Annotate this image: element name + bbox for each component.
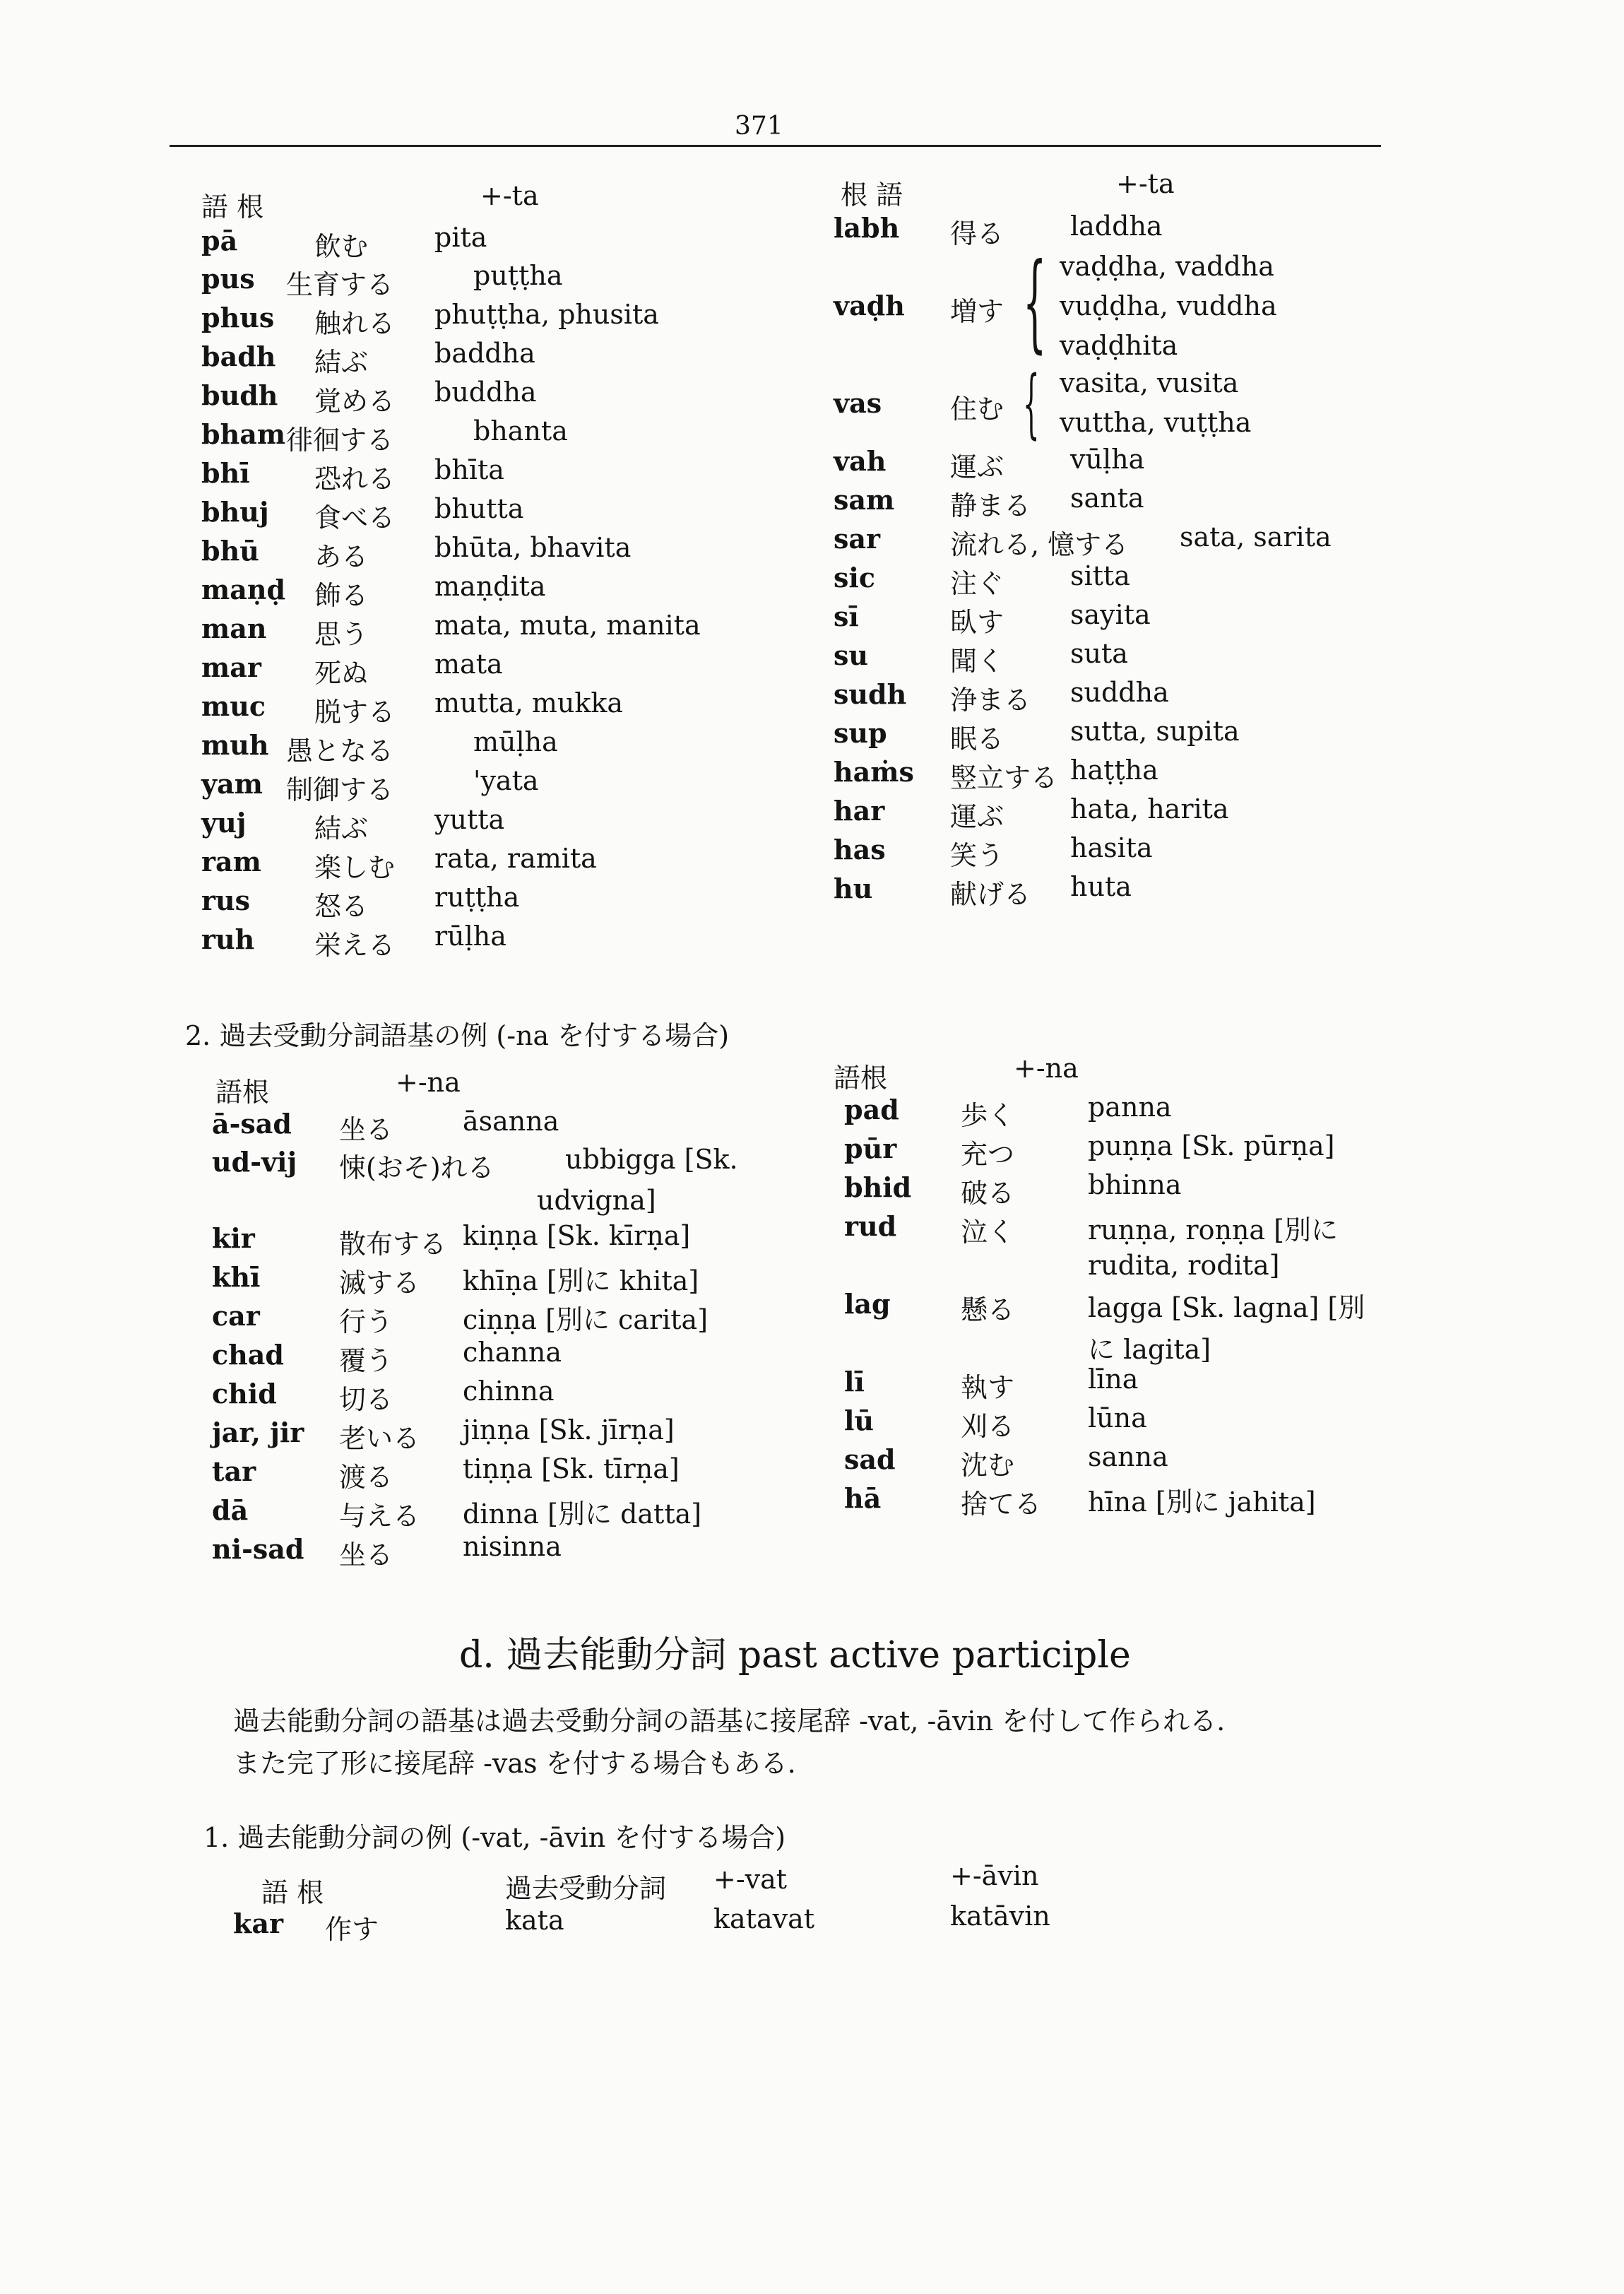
brace: {: [1023, 360, 1040, 447]
ta-right-row: [834, 445, 1611, 483]
ta-form: sitta: [1070, 560, 1130, 591]
na-left-row: [212, 1533, 989, 1571]
vat-row: [0, 1900, 1624, 1946]
vat-header-root: 語 根: [261, 1877, 324, 1908]
na-root: pad: [844, 1094, 899, 1125]
na-meaning: 捨てる: [961, 1489, 1042, 1520]
ta-form: vasita, vusita: [1060, 367, 1239, 398]
ta-right-row: [834, 873, 1611, 911]
na-right-row-continued: [844, 1328, 1621, 1366]
ta-form: sata, sarita: [1180, 521, 1332, 552]
na-form: āsanna: [463, 1106, 559, 1137]
ta-root: yam: [201, 768, 263, 800]
ta-form: suddha: [1070, 677, 1169, 708]
ta-root: sar: [834, 523, 881, 555]
na-root: lū: [844, 1405, 875, 1436]
na-meaning: 破る: [961, 1178, 1015, 1209]
na-root: hā: [844, 1482, 882, 1514]
ta-form: bhutta: [434, 493, 524, 524]
na-root: ā-sad: [212, 1108, 292, 1140]
na-right-row: [844, 1210, 1621, 1248]
ta-meaning: 献げる: [950, 879, 1031, 910]
ta-form: suta: [1070, 638, 1128, 669]
ta-root: vas: [834, 387, 882, 419]
na-root: ni-sad: [212, 1533, 304, 1565]
ta-meaning: 眠る: [950, 723, 1004, 755]
ta-right-row: [834, 795, 1611, 833]
ta-root: badh: [201, 341, 276, 372]
na-form: ubbigga [Sk.: [565, 1144, 738, 1175]
ta-form: vaḍḍhita: [1060, 330, 1178, 361]
ta-root: vah: [834, 445, 887, 477]
na-form: jiṇṇa [Sk. jīrṇa]: [463, 1414, 675, 1445]
na-right-row: [844, 1366, 1621, 1404]
ta-root: su: [834, 639, 869, 671]
vat-form: katavat: [713, 1903, 815, 1934]
na-right-header-suffix: +-na: [1014, 1053, 1079, 1084]
ta-form: santa: [1070, 483, 1144, 514]
ta-root: muc: [201, 690, 266, 722]
ta-meaning: 恐れる: [314, 463, 396, 495]
na-meaning: 刈る: [961, 1411, 1015, 1442]
na-root: lag: [844, 1288, 891, 1320]
na-form: nisinna: [463, 1531, 562, 1562]
ta-right-row: [834, 523, 1611, 561]
ta-form: puṭṭha: [473, 260, 563, 291]
ta-form: huta: [1070, 871, 1132, 902]
ta-meaning: 流れる, 憶する: [950, 529, 1129, 560]
na-right-header-root: 語根: [834, 1063, 888, 1094]
ta-root: yuj: [201, 807, 247, 839]
ta-left-header-root: 語 根: [201, 191, 264, 223]
na-form: khīṇa [別に khita]: [463, 1265, 699, 1296]
ta-left-row: [201, 338, 978, 379]
na-root: lī: [844, 1366, 865, 1397]
ta-meaning: 笑う: [950, 840, 1004, 871]
ta-right-row: [834, 639, 1611, 678]
ta-form: 'yata: [473, 765, 539, 796]
na-form-continued: rudita, rodita]: [1088, 1250, 1280, 1281]
ta-root: sudh: [834, 678, 907, 710]
ta-root: sam: [834, 484, 895, 516]
ta-meaning: 愚となる: [286, 735, 394, 767]
ta-form: bhanta: [473, 415, 568, 447]
na-meaning: 散布する: [339, 1229, 447, 1260]
na-right-row: [844, 1443, 1621, 1482]
na-root: chad: [212, 1339, 284, 1371]
vat-header-ppp: 過去受動分詞: [505, 1873, 667, 1904]
brace: {: [1023, 241, 1047, 364]
ta-right-form-line: [1060, 330, 1624, 368]
ta-right-header-suffix: +-ta: [1116, 168, 1175, 199]
ta-form: rata, ramita: [434, 843, 597, 874]
header-rule: [170, 145, 1381, 147]
ta-form: vuḍḍha, vuddha: [1060, 290, 1277, 321]
ta-root: haṁs: [834, 756, 914, 788]
ta-meaning: 臥す: [950, 607, 1004, 638]
ta-root: ram: [201, 846, 261, 877]
page-number: 371: [735, 112, 783, 141]
na-root: rud: [844, 1210, 897, 1242]
ta-root: vaḍh: [834, 290, 905, 321]
ta-meaning: 徘徊する: [286, 425, 394, 456]
section-d-title: d. 過去能動分詞 past active participle: [459, 1634, 1131, 1677]
ta-meaning: 結ぶ: [314, 813, 369, 844]
na-root: chid: [212, 1378, 277, 1409]
na-right-row: [844, 1482, 1621, 1520]
ta-meaning: 得る: [950, 218, 1004, 249]
na-meaning: 悚(おそ)れる: [339, 1152, 494, 1183]
na-root: khī: [212, 1261, 261, 1293]
na-form: panna: [1088, 1092, 1172, 1123]
ta-form: mata, muta, manita: [434, 610, 701, 641]
na-root: dā: [212, 1494, 249, 1526]
na-form: sanna: [1088, 1441, 1168, 1472]
avin-form: katāvin: [950, 1900, 1050, 1932]
ta-right-header-root: 根 語: [841, 179, 903, 211]
na-form: chinna: [463, 1376, 555, 1407]
section-d-sub-heading: 1. 過去能動分詞の例 (-vat, -āvin を付する場合): [203, 1822, 786, 1853]
ta-root: sic: [834, 562, 875, 593]
na-meaning: 与える: [339, 1501, 420, 1532]
ta-meaning: 結ぶ: [314, 347, 369, 378]
na-meaning: 覆う: [339, 1345, 393, 1376]
na-section-heading: 2. 過去受動分詞語基の例 (-na を付する場合): [185, 1020, 730, 1051]
vat-root: kar: [233, 1908, 283, 1939]
vat-header-avin: +-āvin: [950, 1860, 1039, 1891]
ta-root: budh: [201, 379, 278, 411]
ta-root: pā: [201, 225, 238, 256]
na-meaning: 坐る: [339, 1539, 393, 1571]
vat-meaning: 作す: [325, 1914, 379, 1945]
ta-root: man: [201, 613, 267, 644]
vat-header-vat: +-vat: [713, 1864, 788, 1895]
ta-form: rūḷha: [434, 921, 506, 952]
section-d-paragraph-line-2: また完了形に接尾辞 -vas を付する場合もある.: [233, 1748, 796, 1779]
ta-root: bhī: [201, 457, 250, 489]
ta-form: vūḷha: [1070, 444, 1145, 475]
na-form: lūna: [1088, 1402, 1147, 1433]
ta-form: sayita: [1070, 599, 1151, 630]
ta-meaning: 住む: [950, 394, 1004, 425]
ta-form: bhūta, bhavita: [434, 532, 632, 563]
ta-root: phus: [201, 302, 275, 333]
ta-meaning: 運ぶ: [950, 801, 1004, 832]
ta-form: bhīta: [434, 454, 504, 485]
ta-meaning: ある: [314, 541, 369, 572]
ta-form: ruṭṭha: [434, 882, 520, 913]
ta-right-row: [834, 834, 1611, 872]
ta-meaning: 飲む: [314, 231, 369, 262]
na-meaning: 切る: [339, 1384, 393, 1415]
na-form-continued: に lagita]: [1088, 1334, 1211, 1365]
ta-meaning: 生育する: [286, 269, 394, 300]
na-form: tiṇṇa [Sk. tīrṇa]: [463, 1453, 680, 1484]
na-meaning: 充つ: [961, 1139, 1015, 1170]
ta-left-row: [201, 923, 978, 962]
ta-root: labh: [834, 212, 900, 244]
ta-root: mar: [201, 651, 261, 683]
na-form: lagga [Sk. lagna] [別: [1088, 1292, 1365, 1323]
ta-meaning: 静まる: [950, 490, 1031, 521]
na-form: bhinna: [1088, 1169, 1182, 1200]
ta-meaning: 制御する: [286, 774, 394, 805]
na-form: līna: [1088, 1364, 1139, 1395]
ta-right-row: [834, 678, 1611, 716]
na-form: kiṇṇa [Sk. kīrṇa]: [463, 1220, 691, 1251]
ta-right-form-line: [1060, 367, 1624, 406]
na-form: dinna [別に datta]: [463, 1498, 702, 1530]
ta-meaning: 聞く: [950, 646, 1004, 677]
ta-meaning: 怒る: [314, 891, 369, 922]
na-root: car: [212, 1300, 260, 1332]
na-meaning: 渡る: [339, 1462, 393, 1493]
na-meaning: 執す: [961, 1372, 1015, 1403]
ta-form: haṭṭha: [1070, 755, 1158, 786]
ta-form: phuṭṭha, phusita: [434, 299, 659, 330]
na-right-row: [844, 1402, 1621, 1443]
ta-form: mūḷha: [473, 726, 558, 757]
na-right-row: [844, 1171, 1621, 1210]
ta-right-row: [834, 601, 1611, 639]
na-meaning: 坐る: [339, 1114, 393, 1145]
ta-root: has: [834, 834, 886, 865]
na-left-header-root: 語根: [215, 1077, 270, 1108]
na-meaning: 老いる: [339, 1423, 420, 1454]
na-right-row: [844, 1130, 1621, 1171]
ta-right-row: [834, 212, 1611, 250]
ta-root: pus: [201, 263, 255, 295]
ta-right-row: [834, 756, 1611, 794]
ta-form: vuttha, vuṭṭha: [1060, 407, 1252, 438]
na-root: ud-vij: [212, 1146, 297, 1178]
ta-meaning: 触れる: [314, 308, 396, 339]
na-form: channa: [463, 1337, 562, 1368]
ta-form: mata: [434, 649, 503, 680]
ta-root: har: [834, 795, 885, 827]
ta-root: hu: [834, 873, 873, 904]
na-meaning: 歩く: [961, 1100, 1015, 1131]
ta-left-header-suffix: +-ta: [480, 180, 539, 211]
na-meaning: 懸る: [961, 1294, 1015, 1325]
ta-root: muh: [201, 729, 269, 761]
ta-form: hata, harita: [1070, 793, 1229, 824]
ta-root: sup: [834, 717, 887, 749]
na-root: tar: [212, 1455, 256, 1487]
ta-meaning: 注ぐ: [950, 568, 1004, 599]
na-right-row-continued: [844, 1250, 1621, 1288]
ta-right-form-line: [1060, 290, 1624, 329]
ta-right-row: [834, 562, 1611, 600]
ta-form: baddha: [434, 338, 535, 369]
ta-meaning: 楽しむ: [314, 852, 396, 883]
na-right-row: [844, 1288, 1621, 1326]
na-meaning: 滅する: [339, 1267, 420, 1299]
ta-form: pita: [434, 222, 487, 253]
ta-form: maṇḍita: [434, 571, 546, 602]
ta-meaning: 覚める: [314, 386, 396, 417]
ta-meaning: 増す: [950, 296, 1004, 327]
na-form-continued: udvigna]: [537, 1185, 656, 1216]
na-form: ciṇṇa [別に carita]: [463, 1304, 709, 1335]
na-meaning: 泣く: [961, 1217, 1015, 1248]
na-form: puṇṇa [Sk. pūrṇa]: [1088, 1130, 1335, 1161]
ta-form: vaḍḍha, vaddha: [1060, 251, 1274, 282]
na-root: kir: [212, 1222, 255, 1254]
na-meaning: 沈む: [961, 1450, 1015, 1481]
ta-root: bhū: [201, 535, 259, 567]
ta-root: sī: [834, 601, 859, 632]
ta-meaning: 飾る: [314, 580, 369, 611]
ta-meaning: 運ぶ: [950, 451, 1004, 483]
ta-meaning: 思う: [314, 619, 369, 650]
ta-form: mutta, mukka: [434, 687, 624, 719]
ta-right-form-line: [1060, 407, 1624, 445]
ta-form: buddha: [434, 377, 537, 408]
na-left-header-suffix: +-na: [396, 1067, 461, 1098]
vat-ppp: kata: [505, 1905, 564, 1936]
na-root: jar, jir: [212, 1417, 304, 1448]
ta-meaning: 浄まる: [950, 685, 1031, 716]
ta-right-row: [834, 484, 1611, 522]
na-form: hīna [別に jahita]: [1088, 1486, 1316, 1518]
ta-root: bhuj: [201, 496, 269, 528]
na-root: pūr: [844, 1133, 897, 1164]
ta-root: rus: [201, 885, 251, 916]
ta-right-form-line: [1060, 251, 1624, 289]
na-form: ruṇṇa, roṇṇa [別に: [1088, 1214, 1338, 1246]
ta-form: yutta: [434, 804, 505, 835]
na-root: sad: [844, 1443, 896, 1475]
ta-meaning: 栄える: [314, 930, 396, 961]
ta-right-row: [834, 717, 1611, 755]
ta-form: laddha: [1070, 211, 1163, 242]
ta-root: maṇḍ: [201, 574, 286, 605]
section-d-paragraph-line-1: 過去能動分詞の語基は過去受動分詞の語基に接尾辞 -vat, -āvin を付して作られる.: [233, 1705, 1226, 1737]
ta-root: ruh: [201, 923, 255, 955]
ta-root: bham: [201, 418, 286, 450]
ta-form: sutta, supita: [1070, 716, 1240, 747]
ta-meaning: 竪立する: [950, 762, 1058, 793]
ta-meaning: 脱する: [314, 697, 396, 728]
ta-meaning: 死ぬ: [314, 658, 369, 689]
na-root: bhid: [844, 1171, 912, 1203]
ta-form: hasita: [1070, 832, 1153, 863]
na-meaning: 行う: [339, 1306, 393, 1337]
na-right-row: [844, 1094, 1621, 1132]
ta-meaning: 食べる: [314, 502, 396, 533]
